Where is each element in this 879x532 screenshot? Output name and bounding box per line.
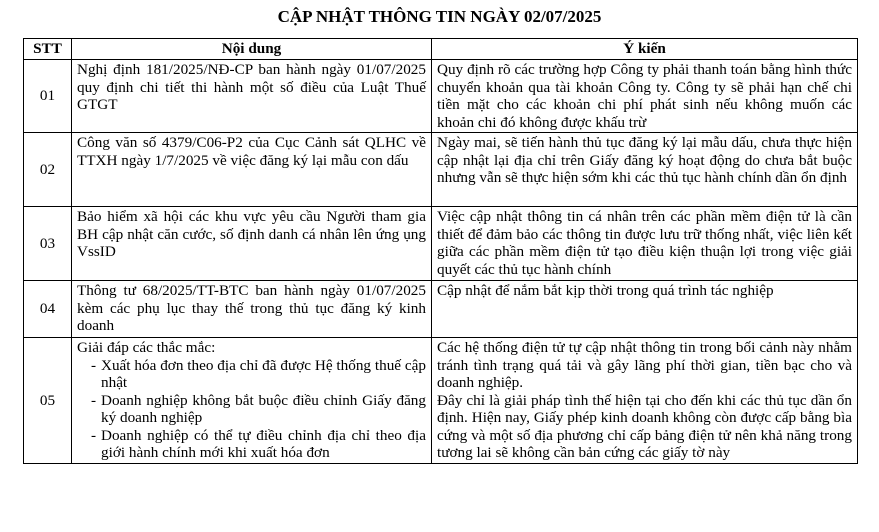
info-table: [23, 38, 858, 464]
row-opinion-paragraph-2: Đây chỉ là giải pháp tình thế hiện tại cho đến khi các thủ tục dần ổn định. Hiện nay, Giấy phép kinh doanh không còn được cấp bằng bìa cứng và một số địa phương chỉ cấp bảng điện tử nên khả năng trong tương lai sẽ không cần bản cứng các giấy tờ này: [437, 391, 852, 461]
header-content: Nội dung: [72, 39, 432, 60]
row-content: Công văn số 4379/C06-P2 của Cục Cảnh sát QLHC về TTXH ngày 1/7/2025 về việc đăng ký lại mẫu con dấu: [72, 133, 432, 207]
table-row: [24, 207, 858, 281]
row-stt: 05: [24, 338, 72, 464]
row-content: Nghị định 181/2025/NĐ-CP ban hành ngày 01/07/2025 quy định chi tiết thi hành một số điều của Luật Thuế GTGT: [72, 60, 432, 133]
row-content: Bảo hiểm xã hội các khu vực yêu cầu Người tham gia BH cập nhật căn cước, số định danh cá nhân lên ứng ụng VssID: [72, 207, 432, 281]
row-opinion: Ngày mai, sẽ tiến hành thủ tục đăng ký lại mẫu dấu, chưa thực hiện cập nhật lại địa chỉ trên Giấy đăng ký hoạt động do chưa bắt buộc nhưng vẫn sẽ thực hiện sớm khi các thủ tục hành chính dần ổn định: [432, 133, 858, 207]
row-stt: 04: [24, 281, 72, 338]
row-stt: 02: [24, 133, 72, 207]
row-content: Thông tư 68/2025/TT-BTC ban hành ngày 01/07/2025 kèm các phụ lục thay thế trong thủ tục đăng ký kinh doanh: [72, 281, 432, 338]
list-item: - Xuất hóa đơn theo địa chỉ đã được Hệ thống thuế cập nhật: [91, 357, 426, 392]
table-header-row: [24, 39, 858, 60]
list-item: - Doanh nghiệp không bắt buộc điều chỉnh Giấy đăng ký doanh nghiệp: [91, 392, 426, 427]
list-item: - Doanh nghiệp có thể tự điều chỉnh địa chỉ theo địa giới hành chính mới khi xuất hóa đơn: [91, 427, 426, 462]
table-row: [24, 338, 858, 464]
row-opinion: Cập nhật để nắm bắt kịp thời trong quá trình tác nghiệp: [432, 281, 858, 338]
table-row: [24, 133, 858, 207]
content-sub-list: [77, 357, 426, 462]
row-opinion: [432, 338, 858, 464]
row-opinion: Quy định rõ các trường hợp Công ty phải thanh toán bằng hình thức chuyển khoản qua tài khoản Công ty. Công ty sẽ phải hạn chế chi tiền mặt cho các khoản chi phí phát sinh nếu không muốn các khoản chi đó không được khấu trừ: [432, 60, 858, 133]
header-opinion: Ý kiến: [432, 39, 858, 60]
row-opinion: Việc cập nhật thông tin cá nhân trên các phần mềm điện tử là cần thiết để đảm bảo các thông tin được lưu trữ thống nhất, việc liên kết giữa các phần mềm điện tử tạo điều kiện thuận lợi trong việc giải quyết các thủ tục hành chính: [432, 207, 858, 281]
table-row: [24, 60, 858, 133]
row-content: [72, 338, 432, 464]
row-stt: 01: [24, 60, 72, 133]
row-opinion-paragraph-1: Các hệ thống điện tử tự cập nhật thông tin trong bối cảnh này nhằm tránh tình trạng quá tải và gây lãng phí thời gian, tiền bạc cho và doanh nghiệp.: [437, 339, 852, 391]
page-title: CẬP NHẬT THÔNG TIN NGÀY 02/07/2025: [277, 7, 602, 26]
row-content-intro: Giải đáp các thắc mắc:: [77, 339, 216, 356]
row-stt: 03: [24, 207, 72, 281]
header-stt: STT: [24, 39, 72, 60]
table-row: [24, 281, 858, 338]
